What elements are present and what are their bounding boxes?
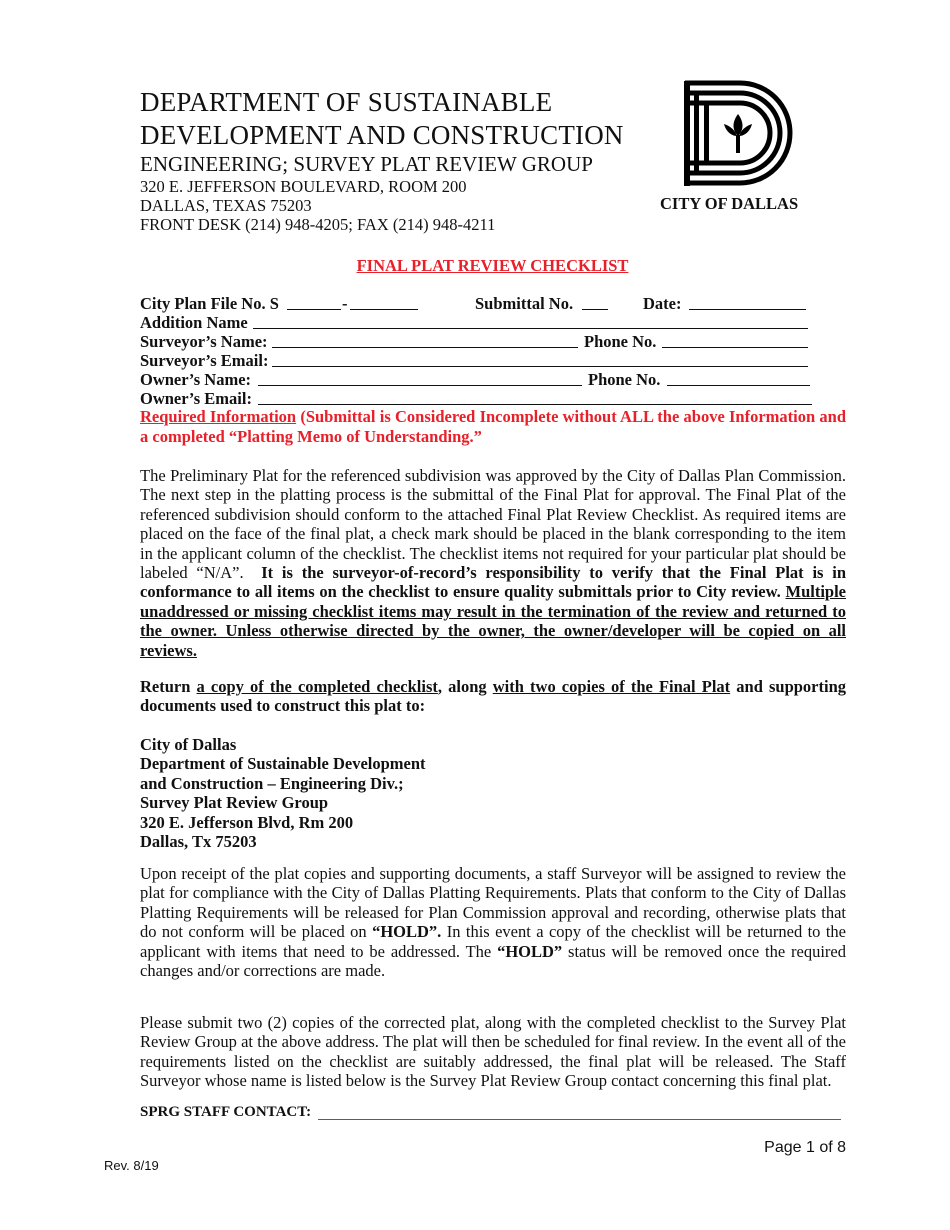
instructions-paragraph [140,466,846,660]
return-text-1: Return [140,677,197,696]
owner-phone-blank[interactable] [667,385,810,386]
department-title-line1: DEPARTMENT OF SUSTAINABLE [140,87,553,117]
return-checklist-copy: a copy of the completed checklist [196,677,438,696]
header-address-line1: 320 E. JEFFERSON BOULEVARD, ROOM 200 [140,177,467,196]
submittal-no-label: Submittal No. [475,294,574,313]
submittal-no-blank[interactable] [582,309,608,310]
owner-name-label: Owner’s Name: [140,370,252,389]
return-plat-copies: with two copies of the Final Plat [492,677,731,696]
header-address-line2: DALLAS, TEXAS 75203 [140,196,312,215]
revision-date: Rev. 8/19 [104,1158,159,1173]
surveyor-email-blank[interactable] [272,366,808,367]
addition-name-label: Addition Name [140,313,248,332]
city-plan-file-label: City Plan File No. S [140,294,279,313]
sprg-staff-contact-label: SPRG STAFF CONTACT: [140,1104,312,1120]
city-plan-file-blank-2[interactable] [350,309,418,310]
surveyor-phone-blank[interactable] [662,347,808,348]
responsibility-statement: It is the surveyor-of-record’s responsibility to verify that the Final Plat is in conformance to all items on the checklist to ensure quality submittals prior to City review. [140,563,847,602]
mailing-address-line: 320 E. Jefferson Blvd, Rm 200 [140,812,354,832]
surveyor-phone-label: Phone No. [584,332,657,351]
page-number: Page 1 of 8 [764,1139,846,1156]
return-instructions [140,677,846,716]
city-of-dallas-logo [680,78,795,193]
return-text-3: and supporting documents used to construct this plat to: [140,677,847,716]
resubmittal-paragraph: Please submit two (2) copies of the corrected plat, along with the completed checklist to the Survey Plat Review Group at the above address. The plat will then be scheduled for final review. In the event all of the requirements listed on the checklist are suitably addressed, the final plat will be released. The Staff Surveyor whose name is listed below is the Survey Plat Review Group contact concerning this final plat. [140,1013,846,1091]
required-information-notice [140,407,846,447]
review-process-paragraph [140,864,846,980]
review-process-text-1: Upon receipt of the plat copies and supporting documents, a staff Surveyor will be assigned to review the plat for compliance with the City of Dallas Platting Requirements. Plats that conform to the City of Dallas Platting Requirements will be released for Plan Commission approval and recording, otherwise plats that do not conform will be placed on [140,864,846,942]
owner-phone-label: Phone No. [588,370,661,389]
sprg-staff-contact-blank[interactable] [318,1119,841,1120]
required-information-text: (Submittal is Considered Incomplete without ALL the above Information and a completed “Platting Memo of Understanding.” [140,407,846,446]
review-process-text-3: status will be removed once the required changes and/or corrections are made. [140,941,847,981]
surveyor-name-label: Surveyor’s Name: [140,332,268,351]
owner-name-blank[interactable] [258,385,582,386]
department-title-line2: DEVELOPMENT AND CONSTRUCTION [140,120,624,150]
review-process-text-2: In this event a copy of the checklist will be returned to the applicant with items that need to be addressed. The [140,922,846,961]
instructions-text: The Preliminary Plat for the referenced subdivision was approved by the City of Dallas Plan Commission. The next step in the platting process is the submittal of the Final Plat for approval. The Final Plat of the referenced subdivision should conform to the attached Final Plat Review Checklist. As required items are placed on the face of the final plat, a check mark should be placed in the blank corresponding to the item in the applicant column of the checklist. The checklist items not required for your particular plat should be labeled “N/A”. [140,466,846,583]
required-information-label: Required Information [140,407,297,426]
city-plan-file-dash: - [342,294,348,313]
mailing-address-line: and Construction – Engineering Div.; [140,773,404,793]
owner-email-label: Owner’s Email: [140,389,252,408]
hold-status-2: “HOLD” [497,941,563,961]
return-text-2: , along [437,677,493,696]
checklist-title: FINAL PLAT REVIEW CHECKLIST [356,256,629,275]
group-name: ENGINEERING; SURVEY PLAT REVIEW GROUP [140,152,593,176]
city-of-dallas-label: CITY OF DALLAS [660,194,799,213]
date-label: Date: [643,294,682,313]
mailing-address-line: Department of Sustainable Development [140,754,426,774]
date-blank[interactable] [689,309,806,310]
surveyor-email-label: Surveyor’s Email: [140,351,269,370]
mailing-address-line: Dallas, Tx 75203 [140,832,257,852]
owner-email-blank[interactable] [258,404,812,405]
termination-warning: Multiple unaddressed or missing checklist items may result in the termination of the review and returned to the owner. Unless otherwise directed by the owner, the owner/developer will be copied on all reviews. [140,582,846,660]
hold-status-1: “HOLD”. [372,922,442,942]
mailing-address-line: City of Dallas [140,735,237,754]
header-phone-fax: FRONT DESK (214) 948-4205; FAX (214) 948-4211 [140,215,496,234]
mailing-address-line: Survey Plat Review Group [140,793,329,813]
addition-name-blank[interactable] [253,328,808,329]
city-plan-file-blank-1[interactable] [287,309,341,310]
mailing-address [140,735,426,851]
surveyor-name-blank[interactable] [272,347,578,348]
